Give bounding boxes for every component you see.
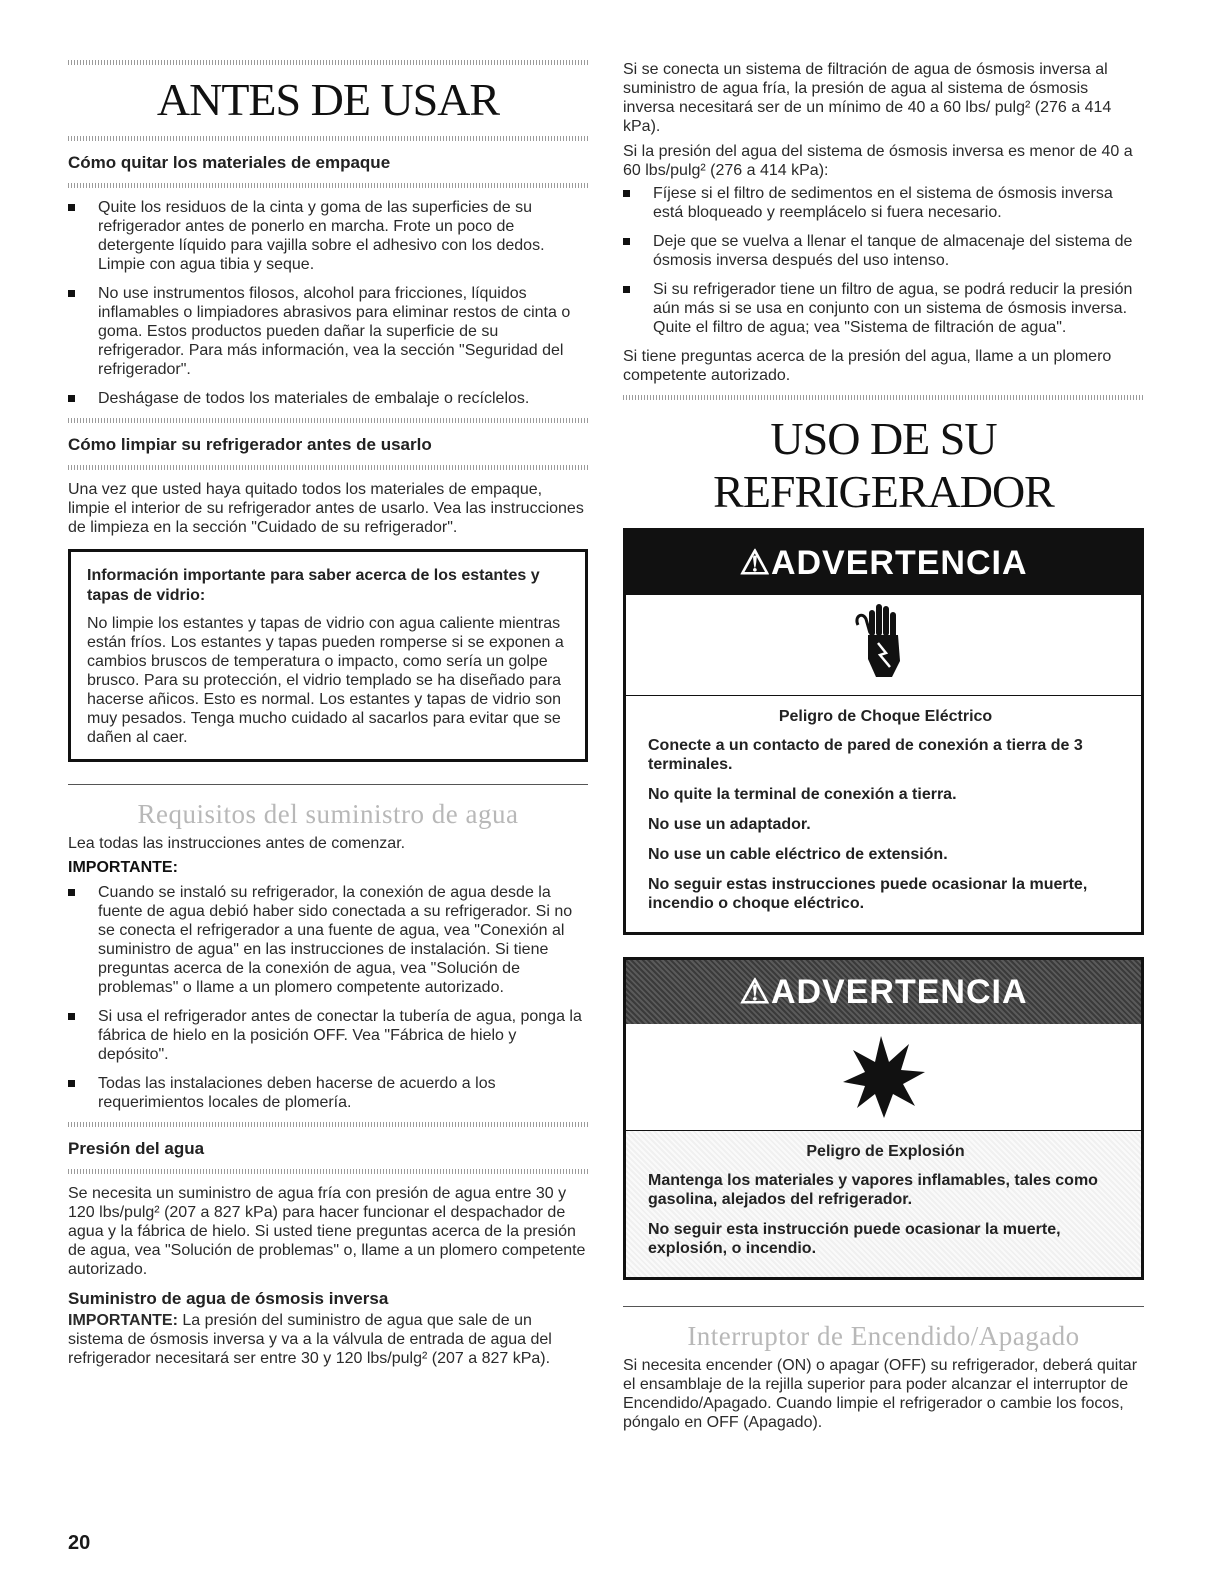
section-title-antes: ANTES DE USAR xyxy=(156,74,500,125)
pressure-heading: Presión del agua xyxy=(68,1139,205,1158)
water-req-heading: Requisitos del suministro de agua xyxy=(137,799,519,829)
page-number: 20 xyxy=(68,1532,91,1554)
list-item: Cuando se instaló su refrigerador, la conexión de agua desde la fuente de agua debió haber sido conectada a su refrigerador. Si no se conecta el refrigerador a una fuente de agua, vea "Conexión al suministro de agua" en las instrucciones de instalación. Si tiene preguntas acerca de la conexión de agua, vea "Solución de problemas" o llame a un plomero competente autorizado. xyxy=(68,883,588,997)
bullet-icon xyxy=(68,204,75,211)
clean-heading: Cómo limpiar su refrigerador antes de usarlo xyxy=(68,435,432,454)
pressure-question-text: Si tiene preguntas acerca de la presión del agua, llame a un plomero competente autorizado. xyxy=(623,348,1112,384)
bullet-icon xyxy=(623,190,630,197)
list-item: Si usa el refrigerador antes de conectar la tubería de agua, ponga la fábrica de hielo en la posición OFF. Vea "Fábrica de hielo y depósito". xyxy=(68,1007,588,1064)
water-req-list xyxy=(68,883,588,1112)
warning-line: Conecte a un contacto de pared de conexión a tierra de 3 terminales. xyxy=(648,737,1083,773)
pressure-text: Se necesita un suministro de agua fría con presión de agua entre 30 y 120 lbs/pulg² (207 a 827 kPa) para hacer funcionar el despachador de agua y la fábrica de hielo. Si usted tiene preguntas acerca de la presión de agua, vea "Solución de problemas" o, llame a un plomero competente autorizado. xyxy=(68,1185,586,1278)
ro-heading: Suministro de agua de ósmosis inversa xyxy=(68,1289,389,1308)
warning-caption: Peligro de Choque Eléctrico xyxy=(778,708,993,725)
bullet-icon xyxy=(68,395,75,402)
pressure-heading-block xyxy=(68,1122,588,1174)
explosion-icon xyxy=(626,1024,1141,1131)
list-item: Todas las instalaciones deben hacerse de acuerdo a los requerimientos locales de plomería. xyxy=(68,1074,588,1112)
clean-text: Una vez que usted haya quitado todos los materiales de empaque, limpie el interior de su refrigerador antes de usarlo. Vea las instrucciones de limpieza en la sección "Cuidado de su refrigerador". xyxy=(68,481,584,536)
water-req-intro: Lea todas las instrucciones antes de comenzar. xyxy=(68,835,406,852)
warning-triangle-icon: ⚠ xyxy=(739,973,771,1011)
switch-heading: Interruptor de Encendido/Apagado xyxy=(687,1321,1080,1351)
warning-box-explosion xyxy=(623,957,1144,1280)
left-column xyxy=(68,60,588,1378)
glass-info-text: No limpie los estantes y tapas de vidrio con agua caliente mientras están fríos. Los estantes y tapas pueden romperse si se exponen a cambios bruscos de temperatura o impacto, como sería un golpe brusco. Para su protección, el vidrio templado se ha diseñado para hacerse añicos. Esto es normal. Los estantes y tapas de vidrio son muy pesados. Tenga mucho cuidado al sacarlos para evitar que se dañen al caer. xyxy=(87,615,564,746)
warning-line: No use un cable eléctrico de extensión. xyxy=(648,846,948,863)
packing-list xyxy=(68,198,588,408)
list-item: Si su refrigerador tiene un filtro de agua, se podrá reducir la presión aún más si se usa en conjunto con un sistema de ósmosis inversa. Quite el filtro de agua; vea "Sistema de filtración de agua". xyxy=(623,280,1144,337)
list-item: Quite los residuos de la cinta y goma de las superficies de su refrigerador antes de ponerlo en marcha. Frote un poco de detergente líquido para vajilla sobre el adhesivo con los dedos. Limpie con agua tibia y seque. xyxy=(68,198,588,274)
bullet-icon xyxy=(68,1013,75,1020)
bullet-icon xyxy=(68,1080,75,1087)
electric-shock-icon xyxy=(626,595,1141,696)
glass-info-box xyxy=(68,549,588,762)
ro-text: IMPORTANTE: La presión del suministro de agua que sale de un sistema de ósmosis inversa y va a la válvula de entrada de agua del refrigerador necesitará ser entre 30 y 120 lbs/pulg² (207 a 827 kPa). xyxy=(68,1312,552,1367)
switch-text: Si necesita encender (ON) o apagar (OFF) su refrigerador, deberá quitar el ensamblaje de la rejilla superior para poder alcanzar el interruptor de Encendido/Apagado. Cuando limpie el refrigerador o cambie los focos, póngalo en OFF (Apagado). xyxy=(623,1357,1138,1431)
warning-line: No seguir estas instrucciones puede ocasionar la muerte, incendio o choque eléctrico. xyxy=(648,876,1088,912)
list-item: Deshágase de todos los materiales de embalaje o recíclelos. xyxy=(68,389,588,408)
divider xyxy=(623,1306,1144,1307)
list-item: Deje que se vuelva a llenar el tanque de almacenaje del sistema de ósmosis inversa después del uso intenso. xyxy=(623,232,1144,270)
divider xyxy=(623,395,1144,400)
warning-line: Mantenga los materiales y vapores inflamables, tales como gasolina, alejados del refrigerador. xyxy=(648,1172,1098,1208)
warning-body xyxy=(626,696,1141,932)
bullet-icon xyxy=(623,238,630,245)
list-item: No use instrumentos filosos, alcohol para fricciones, líquidos inflamables o limpiadores abrasivos para eliminar restos de cinta o goma. Estos productos pueden dañar la superficie de su refrigerador. Para más información, vea la sección "Seguridad del refrigerador". xyxy=(68,284,588,379)
warning-line: No seguir esta instrucción puede ocasionar la muerte, explosión, o incendio. xyxy=(648,1221,1061,1257)
glass-info-title: Información importante para saber acerca de los estantes y tapas de vidrio: xyxy=(87,567,540,604)
ro-low-pressure-text: Si la presión del agua del sistema de ósmosis inversa es menor de 40 a 60 lbs/pulg² (276 a 414 kPa): xyxy=(623,143,1133,179)
ro-checklist xyxy=(623,184,1144,337)
bullet-icon xyxy=(623,286,630,293)
warning-body xyxy=(626,1131,1141,1277)
warning-box-electric xyxy=(623,528,1144,935)
water-req-important: IMPORTANTE: xyxy=(68,859,178,876)
ro-pressure-text: Si se conecta un sistema de filtración de agua de ósmosis inversa al suministro de agua fría, la presión de agua al sistema de ósmosis inversa necesitará ser de un mínimo de 40 a 60 lbs/ pulg² (276 a 414 kPa). xyxy=(623,61,1112,135)
warning-line: No use un adaptador. xyxy=(648,816,811,833)
warning-header: ⚠ADVERTENCIA xyxy=(626,531,1141,595)
clean-heading-block xyxy=(68,418,588,470)
divider xyxy=(68,784,588,785)
bullet-icon xyxy=(68,290,75,297)
bullet-icon xyxy=(68,889,75,896)
warning-triangle-icon: ⚠ xyxy=(739,544,771,582)
warning-line: No quite la terminal de conexión a tierra. xyxy=(648,786,957,803)
packing-heading: Cómo quitar los materiales de empaque xyxy=(68,153,391,172)
warning-caption: Peligro de Explosión xyxy=(806,1143,965,1160)
divider xyxy=(68,60,588,65)
packing-heading-block xyxy=(68,136,588,188)
list-item: Fíjese si el filtro de sedimentos en el sistema de ósmosis inversa está bloqueado y reemplácelo si fuera necesario. xyxy=(623,184,1144,222)
right-column xyxy=(623,60,1144,1442)
warning-header: ⚠ADVERTENCIA xyxy=(626,960,1141,1024)
section-title-uso: USO DE SU REFRIGERADOR xyxy=(713,413,1054,517)
